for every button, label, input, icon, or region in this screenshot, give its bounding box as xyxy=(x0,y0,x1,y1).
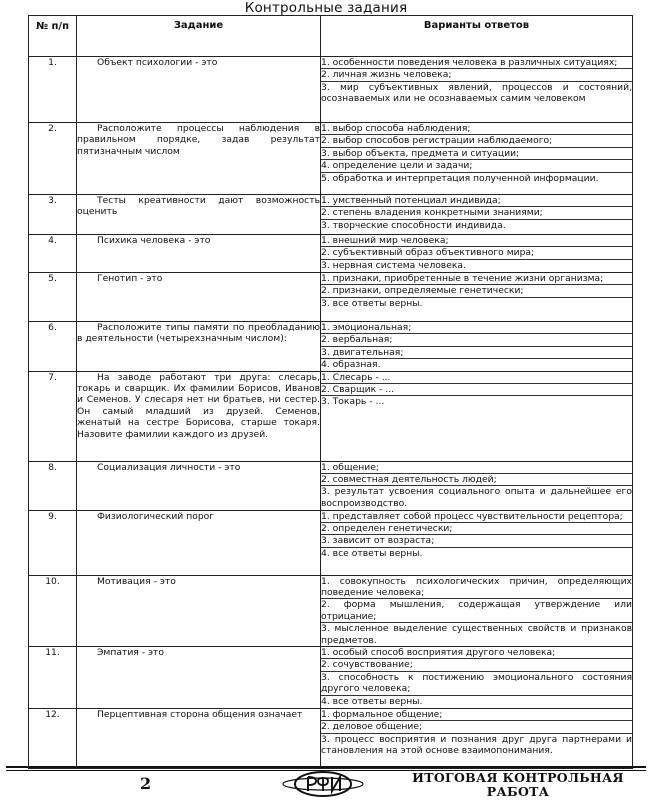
task-cell xyxy=(77,371,321,461)
table-header-row xyxy=(29,16,633,57)
table-row xyxy=(29,575,633,646)
answer-option: 2. определен генетически; xyxy=(321,523,632,535)
answers-cell xyxy=(321,273,633,322)
task-text: Расположите процессы наблюдения в правильном порядке, задав результат пятизначным числом xyxy=(77,123,320,157)
header-task: Задание xyxy=(77,16,321,57)
answer-option: 2. субъективный образ объективного мира; xyxy=(321,247,632,259)
answers-cell xyxy=(321,647,633,709)
answer-option: 3. Токарь - ... xyxy=(321,396,385,408)
table-row xyxy=(29,123,633,195)
task-cell xyxy=(77,195,321,235)
answer-option: 2. деловое общение; xyxy=(321,721,632,733)
answers-cell xyxy=(321,371,633,461)
task-cell xyxy=(77,322,321,372)
answer-option: 2. степень владения конкретными знаниями; xyxy=(321,207,632,219)
answer-option: 2. личная жизнь человека; xyxy=(321,69,632,81)
answer-option: 3. зависит от возраста; xyxy=(321,535,632,547)
table-row xyxy=(29,235,633,273)
task-cell xyxy=(77,647,321,709)
answers-cell xyxy=(321,709,633,769)
row-number: 3. xyxy=(29,195,77,235)
answer-option: 3. выбор объекта, предмета и ситуации; xyxy=(321,148,632,160)
answer-option: 1. эмоциональная; xyxy=(321,322,632,334)
answer-option: 2. вербальная; xyxy=(321,334,632,346)
answers-cell xyxy=(321,575,633,646)
table-row xyxy=(29,273,633,322)
row-number: 2. xyxy=(29,123,77,195)
answers-cell xyxy=(321,322,633,372)
answer-option: 3. двигательная; xyxy=(321,347,632,359)
task-cell xyxy=(77,235,321,273)
table-row xyxy=(29,371,633,461)
answer-option: 1. формальное общение; xyxy=(321,709,632,721)
answer-option: 1. особенности поведения человека в различных ситуациях; xyxy=(321,57,632,69)
task-cell xyxy=(77,273,321,322)
answer-option: 1. общение; xyxy=(321,462,632,474)
row-number: 6. xyxy=(29,322,77,372)
table-row xyxy=(29,709,633,769)
answer-option: 4. все ответы верны. xyxy=(321,547,423,559)
task-cell xyxy=(77,709,321,769)
row-number: 1. xyxy=(29,57,77,123)
answer-option: 3. процесс восприятия и познания друг друга партнерами и становления на этой основе взаимопонимания. xyxy=(321,733,632,757)
task-cell xyxy=(77,123,321,195)
task-text: Объект психологии - это xyxy=(97,57,218,68)
answer-option: 5. обработка и интерпретация полученной информации. xyxy=(321,172,599,184)
row-number: 4. xyxy=(29,235,77,273)
task-text: Тесты креативности дают возможность оценить xyxy=(77,195,320,218)
task-text: Психика человека - это xyxy=(97,235,211,246)
answer-option: 3. творческие способности индивида. xyxy=(321,219,506,231)
answer-option: 2. выбор способов регистрации наблюдаемого; xyxy=(321,135,632,147)
answer-option: 2. сочувствование; xyxy=(321,659,632,671)
answer-option: 4. образная. xyxy=(321,359,381,371)
answer-option: 4. все ответы верны. xyxy=(321,695,423,707)
task-text: На заводе работают три друга: слесарь, токарь и сварщик. Их фамилии Борисов, Иванов и Семенов. У слесаря нет ни братьев, ни сестер. Он самый младший из друзей. Семенов, женатый на сестре Борисова, старше токаря. Назовите фамилии каждого из друзей. xyxy=(77,371,320,440)
answer-option: 3. нервная система человека. xyxy=(321,259,466,271)
answer-option: 4. определение цели и задачи; xyxy=(321,160,632,172)
task-cell xyxy=(77,461,321,510)
answer-option: 3. мысленное выделение существенных свойств и признаков предметов. xyxy=(321,623,632,646)
row-number: 10. xyxy=(29,575,77,646)
answer-option: 1. Слесарь - ... xyxy=(321,372,632,384)
answer-option: 2. совместная деятельность людей; xyxy=(321,474,632,486)
answers-cell xyxy=(321,57,633,123)
tasks-table xyxy=(28,15,633,769)
table-row xyxy=(29,461,633,510)
row-number: 7. xyxy=(29,371,77,461)
task-text: Физиологический порог xyxy=(97,510,215,522)
answer-option: 3. способность к постижению эмоционального состояния другого человека; xyxy=(321,671,632,695)
row-number: 8. xyxy=(29,461,77,510)
page-footer xyxy=(0,764,652,800)
table-row xyxy=(29,647,633,709)
answers-cell xyxy=(321,510,633,575)
task-text: Перцептивная сторона общения означает xyxy=(97,709,303,721)
answer-option: 1. внешний мир человека; xyxy=(321,235,632,247)
answer-option: 3. результат усвоения социального опыта и дальнейшее его воспроизводство. xyxy=(321,486,632,509)
row-number: 9. xyxy=(29,510,77,575)
header-num: № п/п xyxy=(29,16,77,57)
task-text: Мотивация - это xyxy=(97,575,176,587)
answers-cell xyxy=(321,461,633,510)
table-row xyxy=(29,510,633,575)
task-text: Расположите типы памяти по преобладанию в деятельности (четырехзначным числом): xyxy=(77,322,320,345)
task-text: Социализация личности - это xyxy=(97,461,241,473)
answer-option: 1. признаки, приобретенные в течение жизни организма; xyxy=(321,273,632,285)
row-number: 5. xyxy=(29,273,77,322)
task-text: Эмпатия - это xyxy=(97,647,165,659)
answer-option: 1. особый способ восприятия другого человека; xyxy=(321,647,632,659)
footer-title: ИТОГОВАЯ КОНТРОЛЬНАЯ РАБОТА xyxy=(412,770,624,799)
task-cell xyxy=(77,57,321,123)
page-number: 2 xyxy=(140,774,152,793)
answer-option: 1. представляет собой процесс чувствительности рецептора; xyxy=(321,511,632,523)
answer-option: 3. мир субъективных явлений, процессов и состояний, осознаваемых или не осознаваемых самим человеком xyxy=(321,81,632,105)
answer-option: 1. выбор способа наблюдения; xyxy=(321,123,632,135)
header-answers: Варианты ответов xyxy=(321,16,633,57)
answer-option: 2. признаки, определяемые генетически; xyxy=(321,285,632,297)
table-row xyxy=(29,57,633,123)
task-cell xyxy=(77,575,321,646)
answer-option: 1. совокупность психологических причин, определяющих поведение человека; xyxy=(321,575,632,599)
answers-cell xyxy=(321,123,633,195)
answer-option: 2. форма мышления, содержащая утверждение или отрицание; xyxy=(321,599,632,622)
rfi-logo-icon xyxy=(278,769,368,799)
table-row xyxy=(29,322,633,372)
task-cell xyxy=(77,510,321,575)
answer-option: 3. все ответы верны. xyxy=(321,297,423,309)
answer-option: 2. Сварщик - ... xyxy=(321,384,632,396)
table-row xyxy=(29,195,633,235)
task-text: Генотип - это xyxy=(97,273,163,284)
answers-cell xyxy=(321,195,633,235)
row-number: 12. xyxy=(29,709,77,769)
footer-rule xyxy=(6,766,646,768)
row-number: 11. xyxy=(29,647,77,709)
page-title: Контрольные задания xyxy=(244,0,408,16)
answer-option: 1. умственный потенциал индивида; xyxy=(321,195,632,207)
answers-cell xyxy=(321,235,633,273)
